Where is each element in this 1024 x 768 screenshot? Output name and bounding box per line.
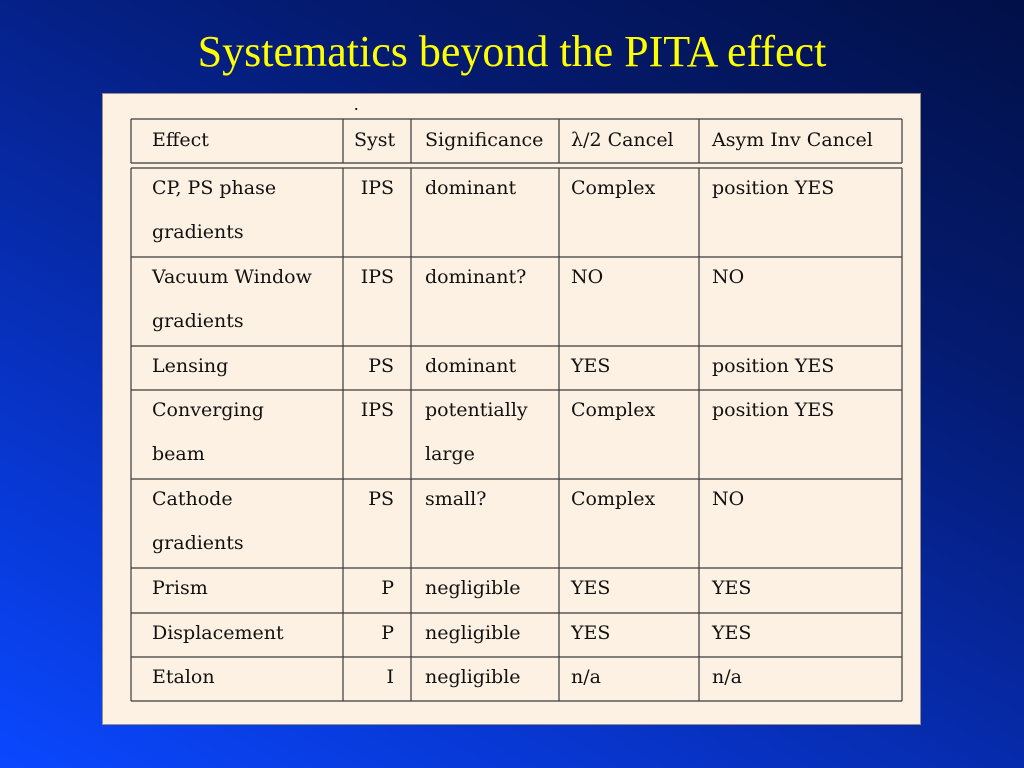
cell-half-wave-cancel: YES [571, 577, 611, 599]
cell-asym-inv-cancel: YES [712, 622, 752, 644]
cell-significance: small? [425, 488, 487, 510]
header-syst: Syst [354, 129, 396, 151]
cell-asym-inv-cancel: NO [712, 266, 745, 288]
cell-half-wave-cancel: Complex [571, 488, 656, 510]
cell-half-wave-cancel: NO [571, 266, 604, 288]
cell-syst: IPS [360, 177, 394, 199]
cell-effect: gradients [152, 310, 244, 332]
cell-asym-inv-cancel: NO [712, 488, 745, 510]
cell-syst: IPS [360, 399, 394, 421]
cell-significance: dominant [425, 355, 517, 377]
header-half-wave-cancel: λ/2 Cancel [571, 129, 674, 151]
cell-significance: dominant? [425, 266, 527, 288]
cell-syst: PS [368, 355, 394, 377]
cell-effect: CP, PS phase [152, 177, 277, 199]
cell-significance: dominant [425, 177, 517, 199]
cell-half-wave-cancel: Complex [571, 399, 656, 421]
header-significance: Significance [425, 129, 544, 151]
cell-syst: P [381, 622, 394, 644]
cell-significance: large [425, 443, 475, 465]
cell-significance: negligible [425, 577, 521, 599]
cell-syst: I [386, 666, 394, 688]
cell-effect: Cathode [152, 488, 233, 510]
cell-asym-inv-cancel: n/a [712, 666, 742, 688]
cell-effect: Vacuum Window [152, 266, 312, 288]
cell-half-wave-cancel: YES [571, 355, 611, 377]
cell-effect: gradients [152, 532, 244, 554]
cell-syst: P [381, 577, 394, 599]
cell-effect: gradients [152, 221, 244, 243]
dot-mark: . [354, 94, 359, 114]
cell-effect: Etalon [152, 666, 215, 688]
cell-effect: Prism [152, 577, 208, 599]
slide-title: Systematics beyond the PITA effect [197, 27, 827, 76]
cell-effect: Displacement [152, 622, 284, 644]
cell-half-wave-cancel: YES [571, 622, 611, 644]
header-asym-inv-cancel: Asym Inv Cancel [712, 129, 873, 151]
cell-asym-inv-cancel: YES [712, 577, 752, 599]
header-effect: Effect [152, 129, 209, 151]
cell-significance: negligible [425, 622, 521, 644]
cell-half-wave-cancel: n/a [571, 666, 601, 688]
systematics-table [102, 93, 921, 725]
cell-asym-inv-cancel: position YES [712, 355, 835, 377]
cell-asym-inv-cancel: position YES [712, 177, 835, 199]
cell-effect: beam [152, 443, 205, 465]
cell-syst: PS [368, 488, 394, 510]
cell-significance: negligible [425, 666, 521, 688]
cell-effect: Converging [152, 399, 264, 421]
cell-significance: potentially [425, 399, 528, 421]
cell-asym-inv-cancel: position YES [712, 399, 835, 421]
cell-effect: Lensing [152, 355, 229, 377]
cell-syst: IPS [360, 266, 394, 288]
cell-half-wave-cancel: Complex [571, 177, 656, 199]
